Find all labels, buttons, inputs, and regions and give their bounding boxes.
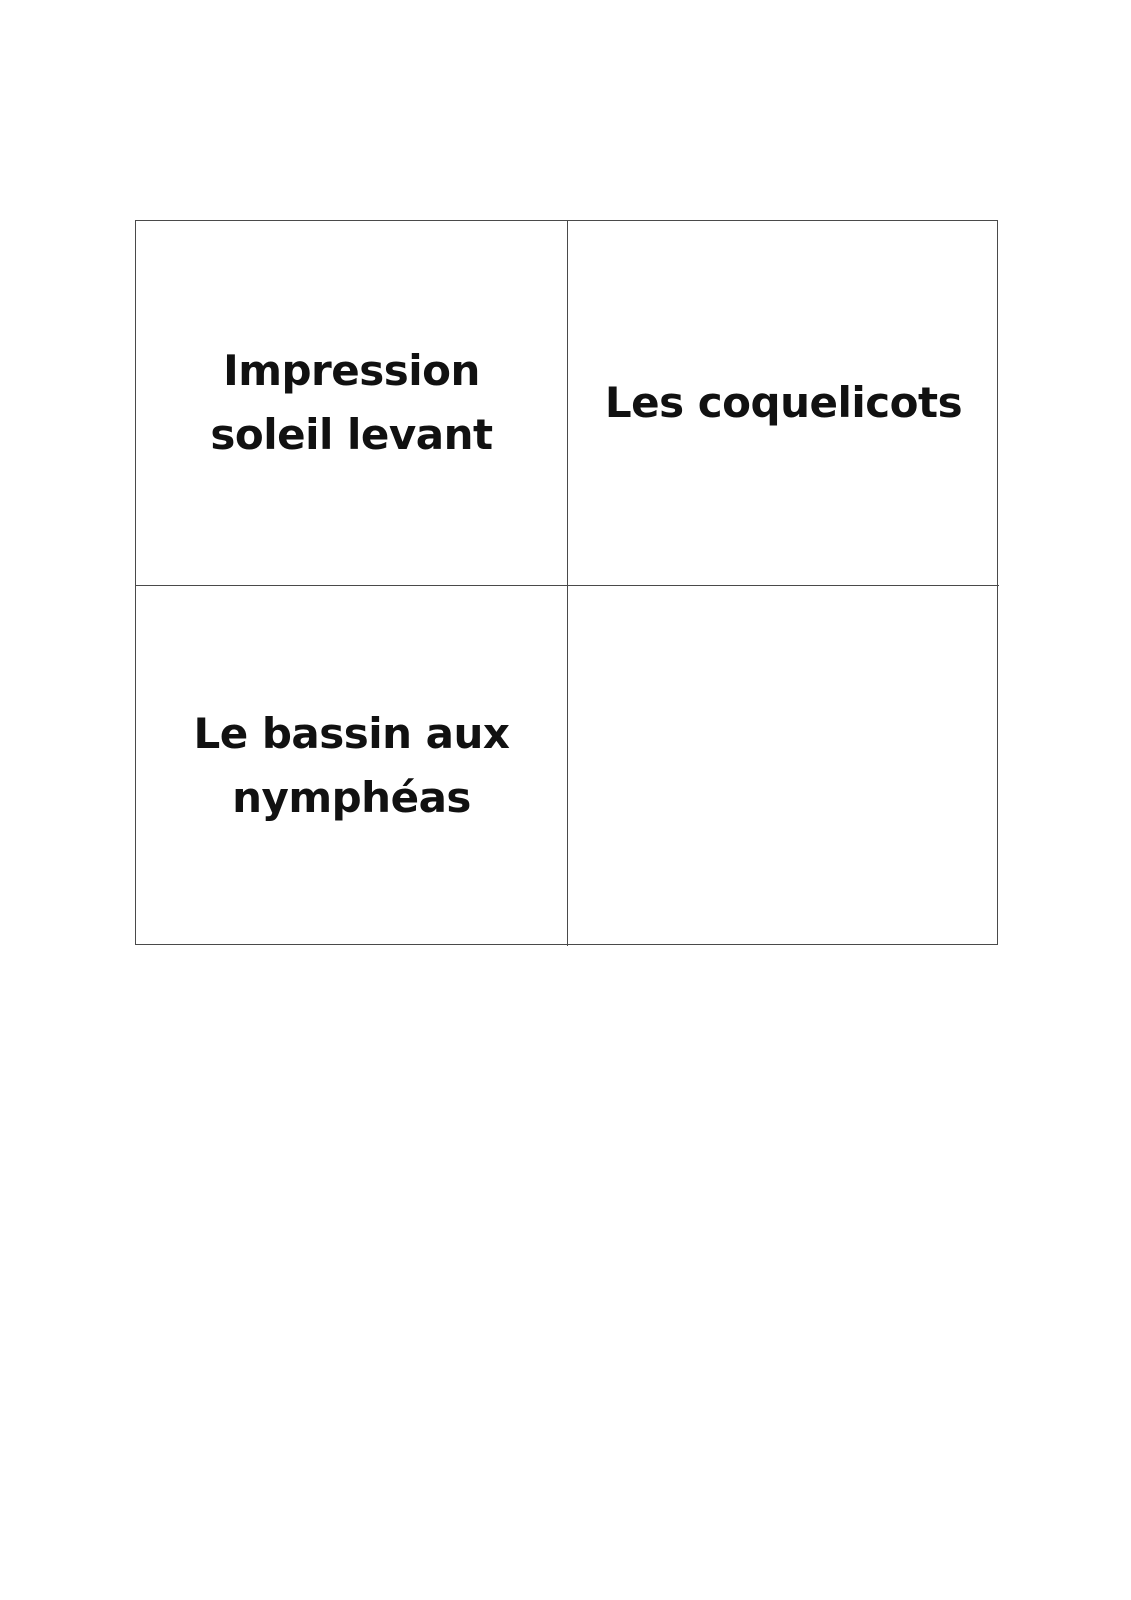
card-le-bassin-aux-nympheas: [136, 586, 568, 946]
card-label: Impression soleil levant: [210, 346, 493, 459]
card-les-coquelicots: [568, 221, 999, 586]
card-empty: [568, 586, 999, 946]
card-grid: [135, 220, 998, 945]
card-impression-soleil-levant: [136, 221, 568, 586]
card-label: Le bassin aux nymphéas: [193, 709, 510, 822]
card-label: Les coquelicots: [604, 378, 963, 427]
